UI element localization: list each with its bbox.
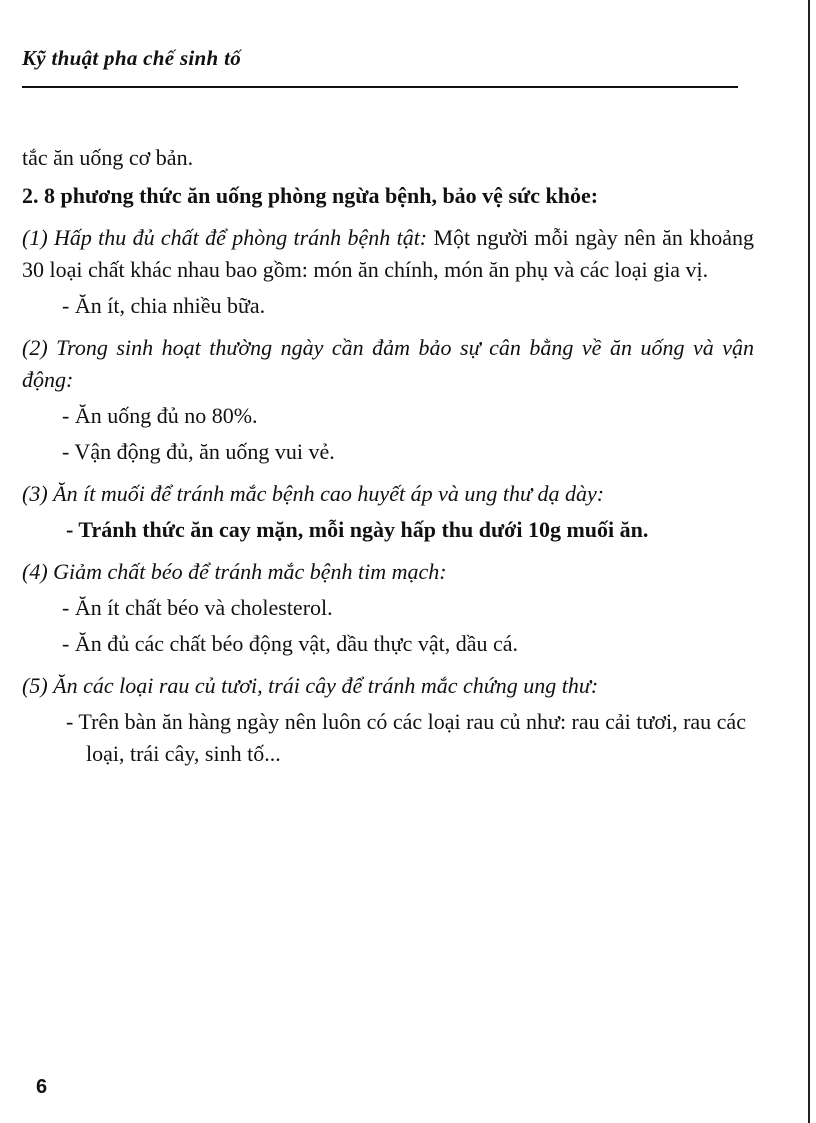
item-sub-point: - Ăn ít, chia nhiều bữa. [62,293,266,318]
item-title: (4) Giảm chất béo để tránh mắc bệnh tim mạch: [22,559,447,584]
page-number: 6 [36,1076,48,1098]
section-heading: 2. 8 phương thức ăn uống phòng ngừa bệnh, bảo vệ sức khỏe: [22,183,599,208]
header-divider [22,86,738,88]
item-sub-point: - Ăn uống đủ no 80%. [62,403,258,428]
item-sub-point: - Tránh thức ăn cay mặn, mỗi ngày hấp thu dưới 10g muối ăn. [66,517,649,542]
item-sub-point: - Vận động đủ, ăn uống vui vẻ. [62,439,335,464]
item-title: (1) Hấp thu đủ chất để phòng tránh bệnh tật: [22,225,428,250]
item-title: (2) Trong sinh hoạt thường ngày cần đảm bảo sự cân bằng về ăn uống và vận động: [22,335,754,392]
item-title: (5) Ăn các loại rau củ tươi, trái cây để tránh mắc chứng ung thư: [22,673,599,698]
running-header: Kỹ thuật pha chế sinh tố [22,46,242,70]
continuation-text: tắc ăn uống cơ bản. [22,145,194,170]
list-item [22,222,754,322]
list-item [22,556,754,660]
item-body: Một người mỗi ngày nên ăn khoảng 30 loại chất khác nhau bao gồm: món ăn chính, món ăn phụ và các loại gia vị. [22,225,754,282]
item-sub-point: - Ăn ít chất béo và cholesterol. [62,595,333,620]
item-paragraph [22,222,754,286]
item-title: (3) Ăn ít muối để tránh mắc bệnh cao huyết áp và ung thư dạ dày: [22,481,605,506]
list-item [22,478,754,546]
list-item [22,670,754,770]
item-sub-point: - Ăn đủ các chất béo động vật, dầu thực vật, dầu cá. [62,631,519,656]
list-item [22,332,754,468]
page-edge-line [808,0,810,1123]
item-sub-point: - Trên bàn ăn hàng ngày nên luôn có các loại rau củ như: rau cải tươi, rau các loại, trái cây, sinh tố... [66,709,746,766]
page-body [22,142,754,770]
